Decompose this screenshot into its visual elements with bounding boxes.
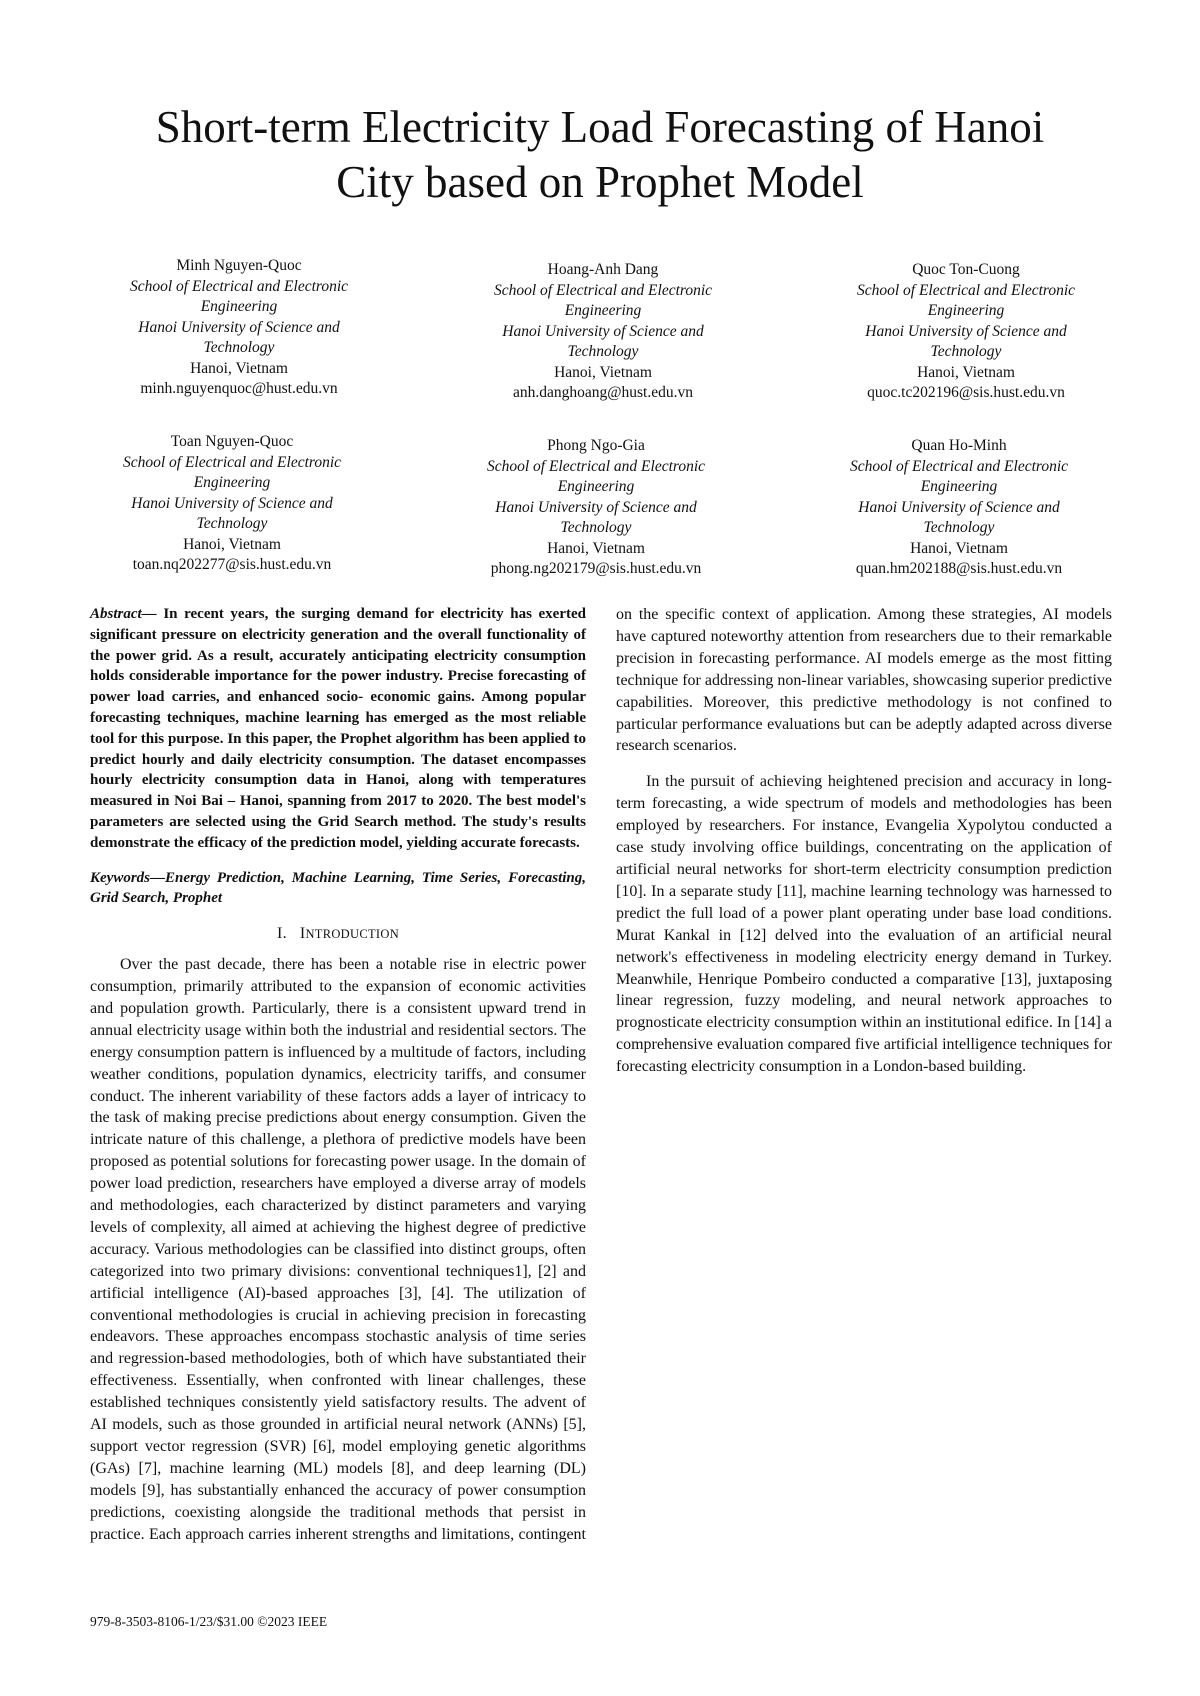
author-email: anh.danghoang@hust.edu.vn xyxy=(512,384,693,401)
author-university: Hanoi University of Science and xyxy=(502,322,704,340)
title-line-2: City based on Prophet Model xyxy=(336,157,864,207)
author-school: School of Electrical and Electronic xyxy=(849,457,1069,475)
author-location: Hanoi, Vietnam xyxy=(554,363,652,381)
author-block xyxy=(82,432,382,576)
body-paragraph: In the pursuit of achieving heightened precision and accuracy in long-term forecasting, a wide spectrum of models and methodologies has been employed by researchers. For instance, Evangelia Xypolytou conducted a case study involving office buildings, concentrating on the application of artificial neural networks for short-term electricity consumption prediction [10]. In a separate study [11], machine learning technology was harnessed to predict the full load of a power plant operating under base load conditions. Murat Kankal in [12] delved into the evaluation of an artificial neural network's effectiveness in modeling electricity energy demand in Turkey. Meanwhile, Henrique Pombeiro conducted a comparative [13], juxtaposing linear regression, fuzzy modeling, and neural network approaches to prognosticate electricity consumption within an institutional edifice. In [14] a comprehensive evaluation compared five artificial intelligence techniques for forecasting electricity consumption in a London-based building. xyxy=(616,773,1112,1076)
author-school-cont: Engineering xyxy=(557,478,635,495)
author-email: phong.ng202179@sis.hust.edu.vn xyxy=(490,560,702,577)
author-school: School of Electrical and Electronic xyxy=(486,457,706,475)
abstract xyxy=(90,604,586,854)
author-school: School of Electrical and Electronic xyxy=(129,277,349,295)
author-name: Phong Ngo-Gia xyxy=(547,437,645,454)
author-block xyxy=(453,260,753,404)
body-paragraph: Over the past decade, there has been a notable rise in electric power consumption, primarily attributed to the expansion of economic activities and population growth. Particularly, there is a consistent upward trend in annual electricity usage within both the industrial and residential sectors. The energy consumption pattern is influenced by a multitude of factors, including weather conditions, population dynamics, electricity tariffs, and consumer conduct. The inherent variability of these factors adds a layer of intricacy to the task of making precise predictions about energy consumption. Given the intricate nature of this challenge, a plethora of predictive models have been proposed as potential solutions for forecasting power usage. In the domain of power load prediction, researchers have employed a diverse array of models and methodologies, each characterized by distinct parameters and varying levels of complexity, all aimed at achieving the highest degree of predictive accuracy. Various methodologies can be classified into distinct groups, often categorized into two primary divisions: conventional techniques1], [2] and artificial intelligence (AI)-based approaches [3], [4]. The utilization of conventional methodologies is crucial in achieving precision in forecasting endeavors. These approaches encompass stochastic analysis of time series and regression-based methodologies, both of which have substantiated their effectiveness. Essentially, when confronted with linear challenges, these established techniques consistently yield satisfactory results. The advent of AI models, such as those grounded in artificial neural network (ANNs) [5], support vector regression (SVR) [6], model employing genetic algorithms (GAs) [7], machine learning (ML) models [8], and deep learning (DL) models [9], has substantially enhanced the accuracy of power consumption predictions, coexisting alongside the traditional methods that persist in practice. Each approach carries inherent strengths and limitations, contingent on the specific context of application. Among these strategies, AI models have captured noteworthy attention from researchers due to their remarkable precision in forecasting performance. AI models emerge as the most fitting technique for addressing non-linear variables, showcasing superior predictive capabilities. Moreover, this predictive methodology is not confined to particular performance evaluations but can be adeptly adapted across diverse research scenarios. xyxy=(90,606,1112,1543)
author-school-cont: Engineering xyxy=(193,474,271,491)
author-university: Hanoi University of Science and xyxy=(138,318,340,336)
author-school-cont: Engineering xyxy=(564,302,642,319)
author-email: quoc.tc202196@sis.hust.edu.vn xyxy=(867,384,1065,401)
author-school: School of Electrical and Electronic xyxy=(856,281,1076,299)
author-university-cont: Technology xyxy=(567,343,639,360)
author-university: Hanoi University of Science and xyxy=(865,322,1067,340)
paper-title xyxy=(90,100,1110,210)
author-location: Hanoi, Vietnam xyxy=(183,535,281,553)
author-university-cont: Technology xyxy=(923,519,995,536)
title-line-1: Short-term Electricity Load Forecasting of Hanoi xyxy=(155,102,1045,152)
author-email: toan.nq202277@sis.hust.edu.vn xyxy=(132,556,332,573)
author-name: Quan Ho-Minh xyxy=(911,437,1007,454)
author-email: quan.hm202188@sis.hust.edu.vn xyxy=(855,560,1063,577)
author-university: Hanoi University of Science and xyxy=(131,494,333,512)
section-title-rest: NTRODUCTION xyxy=(305,927,400,942)
author-block xyxy=(89,256,389,400)
section-number: I. xyxy=(276,925,287,943)
author-university: Hanoi University of Science and xyxy=(495,498,697,516)
author-location: Hanoi, Vietnam xyxy=(917,363,1015,381)
keywords xyxy=(90,868,586,910)
author-university-cont: Technology xyxy=(196,515,268,532)
keywords-text: Energy Prediction, Machine Learning, Time Series, Forecasting, Grid Search, Prophet xyxy=(90,869,586,907)
section-heading xyxy=(90,923,586,946)
author-block xyxy=(816,260,1116,404)
author-school: School of Electrical and Electronic xyxy=(493,281,713,299)
author-university-cont: Technology xyxy=(203,339,275,356)
body-columns xyxy=(90,604,1112,1564)
copyright-footer: 979-8-3503-8106-1/23/$31.00 ©2023 IEEE xyxy=(90,1614,328,1629)
author-school-cont: Engineering xyxy=(200,298,278,315)
author-email: minh.nguyenquoc@hust.edu.vn xyxy=(140,380,338,397)
abstract-text: In recent years, the surging demand for electricity has exerted significant pressure on electricity generation and the overall functionality of the power grid. As a result, accurately anticipating electricity consumption holds considerable importance for the power industry. Precise forecasting of power load carries, and enhanced socio- economic gains. Among popular forecasting techniques, machine learning has emerged as the most reliable tool for this purpose. In this paper, the Prophet algorithm has been applied to predict hourly and daily electricity consumption. The dataset encompasses hourly electricity consumption data in Hanoi, along with temperatures measured in Noi Bai – Hanoi, spanning from 2017 to 2020. The best model's parameters are selected using the Grid Search method. The study's results demonstrate the efficacy of the prediction model, yielding accurate forecasts. xyxy=(90,606,586,851)
author-block xyxy=(809,436,1109,580)
author-name: Quoc Ton-Cuong xyxy=(912,261,1020,278)
section-initial: I xyxy=(299,925,306,943)
author-school-cont: Engineering xyxy=(927,302,1005,319)
author-university-cont: Technology xyxy=(930,343,1002,360)
author-name: Hoang-Anh Dang xyxy=(547,261,659,278)
author-university: Hanoi University of Science and xyxy=(858,498,1060,516)
author-name: Toan Nguyen-Quoc xyxy=(170,433,294,450)
author-school-cont: Engineering xyxy=(920,478,998,495)
author-location: Hanoi, Vietnam xyxy=(910,539,1008,557)
author-name: Minh Nguyen-Quoc xyxy=(176,257,302,274)
author-school: School of Electrical and Electronic xyxy=(122,453,342,471)
author-block xyxy=(446,436,746,580)
author-university-cont: Technology xyxy=(560,519,632,536)
author-location: Hanoi, Vietnam xyxy=(547,539,645,557)
keywords-label: Keywords— xyxy=(90,869,165,886)
author-location: Hanoi, Vietnam xyxy=(190,359,288,377)
abstract-label: Abstract— xyxy=(90,606,157,622)
